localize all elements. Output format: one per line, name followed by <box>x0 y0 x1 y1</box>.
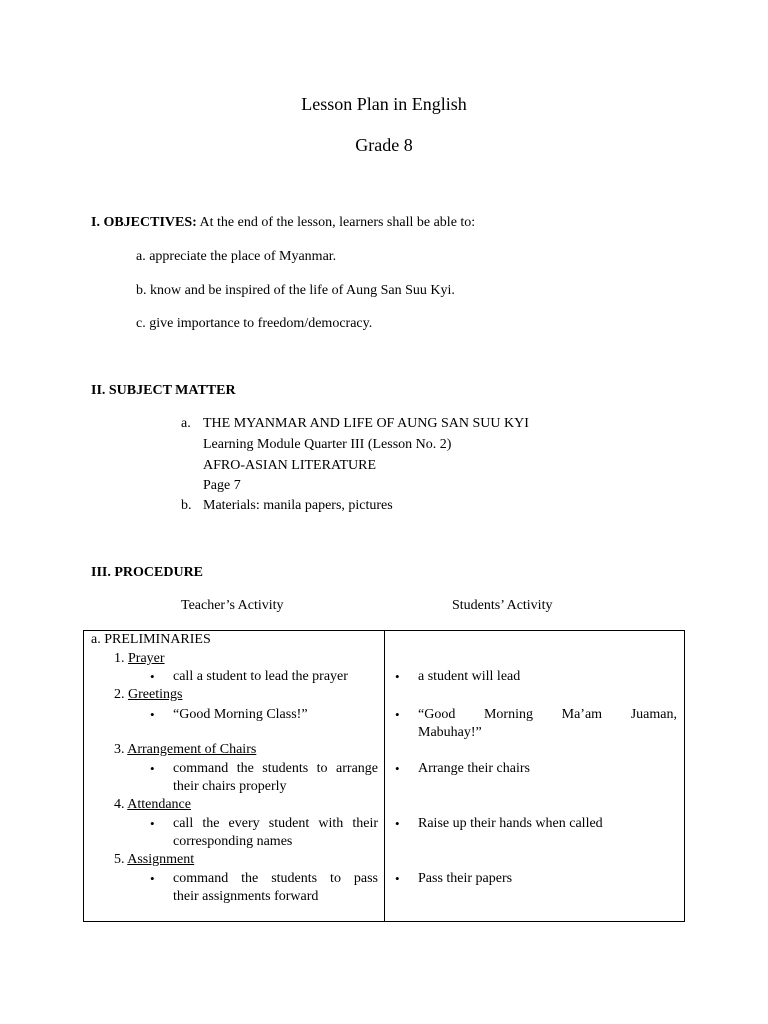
step-heading <box>114 797 191 813</box>
grade-label: Grade 8 <box>355 135 413 155</box>
teacher-activity: “Good Morning Class!” <box>173 707 308 722</box>
table-divider <box>384 631 385 921</box>
objectives-line <box>91 215 475 231</box>
student-activity: Arrange their chairs <box>418 761 530 776</box>
procedure-table <box>83 630 685 922</box>
step-name: Assignment <box>127 852 195 867</box>
student-activity: a student will lead <box>418 669 521 684</box>
bullet-icon: • <box>395 816 400 831</box>
teacher-activity: call a student to lead the prayer <box>173 669 348 684</box>
teacher-activity-line: call the every student with their <box>173 816 378 831</box>
teacher-activity-line: their assignments forward <box>173 889 319 904</box>
student-column-header: Students’ Activity <box>452 598 553 613</box>
subject-matter-heading: II. SUBJECT MATTER <box>91 383 236 398</box>
subject-line: AFRO-ASIAN LITERATURE <box>203 458 377 473</box>
procedure-heading: III. PROCEDURE <box>91 565 204 580</box>
teacher-activity-line: command the students to arrange <box>173 761 378 776</box>
bullet-icon: • <box>395 669 400 684</box>
objective-item: a. appreciate the place of Myanmar. <box>136 249 337 264</box>
step-name: Greetings <box>128 687 183 702</box>
teacher-activity <box>173 871 378 887</box>
step-name: Arrangement of Chairs <box>127 742 257 757</box>
step-number: 4. <box>114 797 125 812</box>
teacher-activity <box>173 761 378 777</box>
objective-item: b. know and be inspired of the life of Aung San Suu Kyi. <box>136 283 455 298</box>
page-title: Lesson Plan in English <box>301 94 467 114</box>
objective-item: c. give importance to freedom/democracy. <box>136 316 373 331</box>
student-activity: Pass their papers <box>418 871 513 886</box>
student-activity <box>418 707 677 723</box>
bullet-icon: • <box>395 707 400 722</box>
bullet-icon: • <box>150 816 155 831</box>
objectives-heading: I. OBJECTIVES: <box>91 215 197 230</box>
teacher-column-header: Teacher’s Activity <box>181 598 284 613</box>
teacher-activity-line: command the students to pass <box>173 871 378 886</box>
teacher-activity <box>173 816 378 832</box>
student-activity-line: Mabuhay!” <box>418 725 482 740</box>
subject-line: Learning Module Quarter III (Lesson No. 2) <box>203 437 452 452</box>
bullet-icon: • <box>395 761 400 776</box>
subject-marker-b: b. <box>181 498 192 513</box>
step-number: 1. <box>114 651 125 666</box>
step-heading <box>114 651 165 667</box>
step-heading <box>114 742 256 758</box>
section-label: a. PRELIMINARIES <box>91 632 211 647</box>
step-number: 3. <box>114 742 125 757</box>
student-activity: Raise up their hands when called <box>418 816 603 831</box>
step-name: Prayer <box>128 651 165 666</box>
student-activity-line: “Good Morning Ma’am Juaman, <box>418 707 677 722</box>
step-name: Attendance <box>127 797 191 812</box>
step-heading <box>114 852 194 868</box>
teacher-activity-line: their chairs properly <box>173 779 287 794</box>
teacher-activity-line: corresponding names <box>173 834 293 849</box>
subject-marker-a: a. <box>181 416 191 431</box>
materials-line: Materials: manila papers, pictures <box>203 498 393 513</box>
objectives-intro: At the end of the lesson, learners shall be able to: <box>199 215 476 230</box>
bullet-icon: • <box>395 871 400 886</box>
subject-line: THE MYANMAR AND LIFE OF AUNG SAN SUU KYI <box>203 416 529 431</box>
bullet-icon: • <box>150 669 155 684</box>
bullet-icon: • <box>150 707 155 722</box>
bullet-icon: • <box>150 871 155 886</box>
subject-line: Page 7 <box>203 478 241 493</box>
step-number: 2. <box>114 687 125 702</box>
step-heading <box>114 687 182 703</box>
step-number: 5. <box>114 852 125 867</box>
bullet-icon: • <box>150 761 155 776</box>
